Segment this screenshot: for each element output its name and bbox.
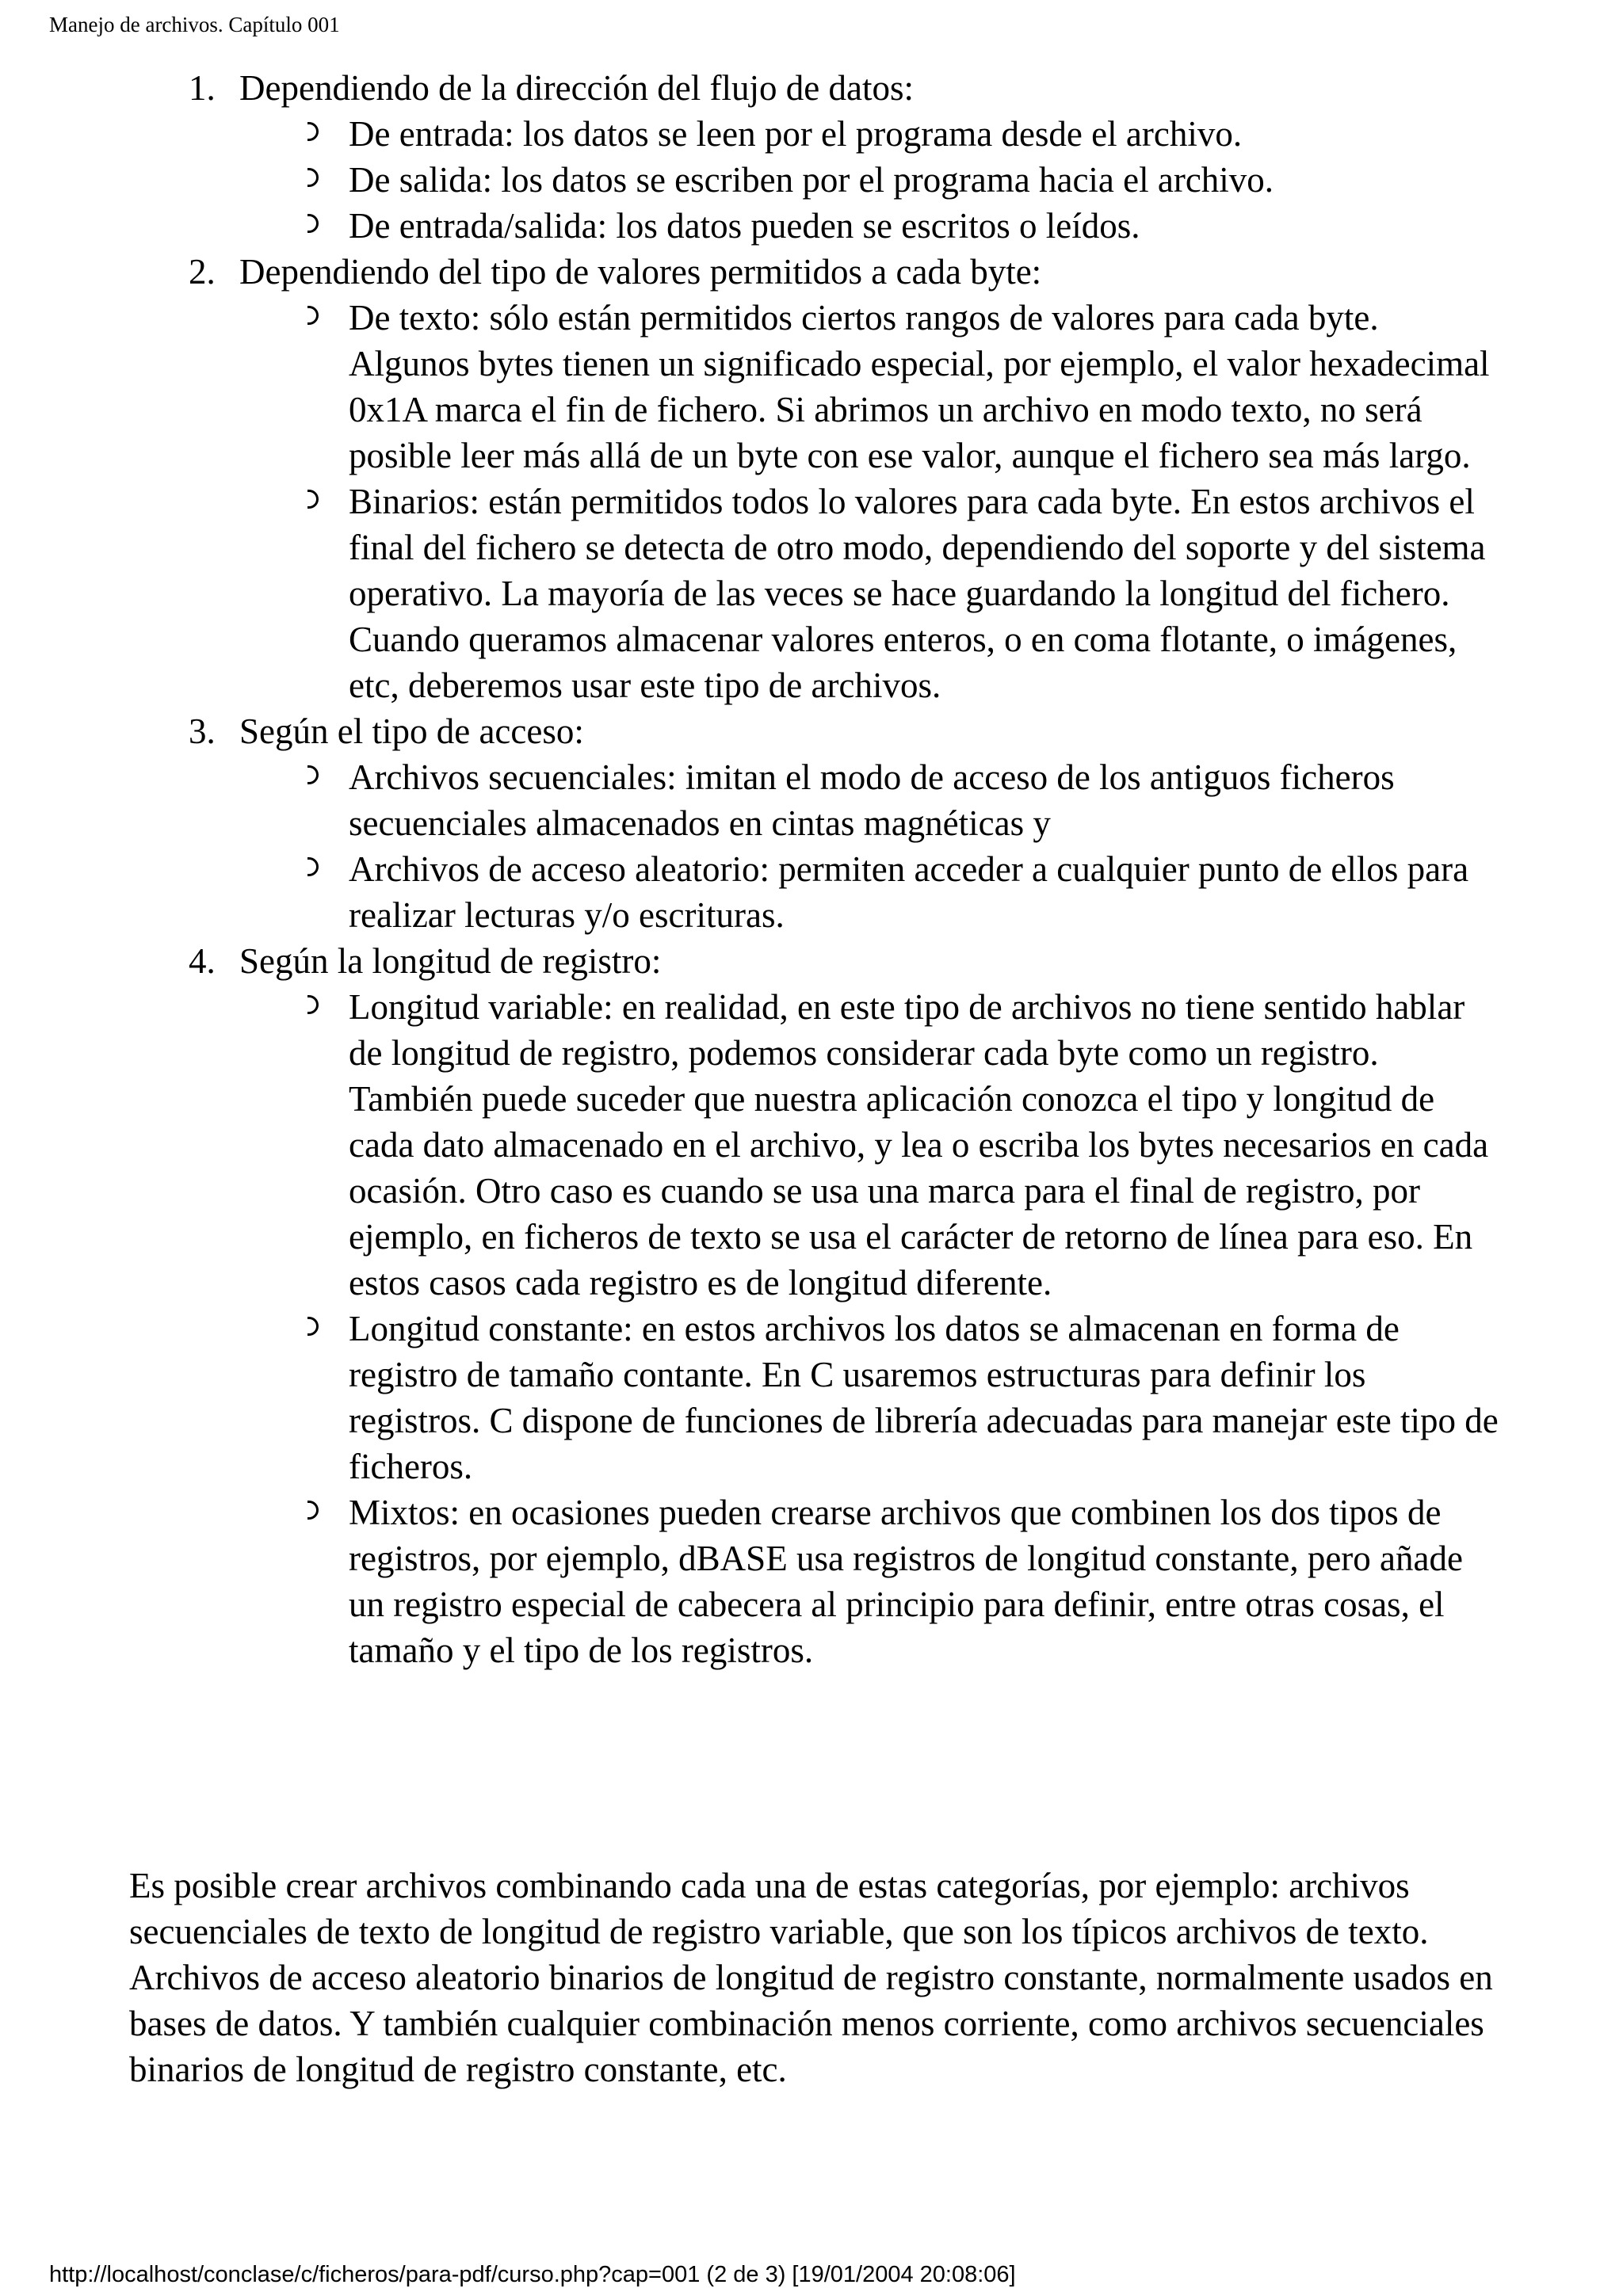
circle-bullet-icon [307,857,319,876]
sub-list-item [349,1306,1506,1489]
document-body [0,65,1623,1673]
sub-list-item-text: De texto: sólo están permitidos ciertos rangos de valores para cada byte. Algunos bytes tienen un significado especial, por ejemplo, el valor hexadecimal 0x1A marca el fin de fichero. Si abrimos un archivo en modo texto, no será posible leer más allá de un byte con ese valor, aunque el fichero sea más largo. [349,298,1490,475]
circle-bullet-icon [307,1317,319,1336]
sub-list-item [349,984,1506,1306]
list-heading: Según el tipo de acceso: [239,711,584,751]
sub-list-item [349,111,1506,157]
classification-list [0,65,1623,1673]
list-number: 4. [189,941,216,981]
sub-list-item [349,846,1506,938]
sub-list-item-text: Archivos de acceso aleatorio: permiten acceder a cualquier punto de ellos para realizar lecturas y/o escrituras. [349,849,1469,935]
circle-bullet-icon [307,765,319,784]
page-footer-url: http://localhost/conclase/c/ficheros/para-pdf/curso.php?cap=001 (2 de 3) [19/01/2004 20:08:06] [49,2262,1016,2287]
sub-list-item [349,203,1506,249]
page-header: Manejo de archivos. Capítulo 001 [49,13,340,36]
summary-paragraph: Es posible crear archivos combinando cada una de estas categorías, por ejemplo: archivos secuenciales de texto de longitud de registro variable, que son los típicos archivos de texto. Archivos de acceso aleatorio binarios de longitud de registro constante, normalmente usados en bases de datos. Y también cualquier combinación menos corriente, como archivos secuenciales binarios de longitud de registro constante, etc. [129,1866,1493,2089]
circle-bullet-icon [307,490,319,509]
circle-bullet-icon [307,306,319,325]
sub-list-item [349,295,1506,479]
circle-bullet-icon [307,995,319,1014]
circle-bullet-icon [307,214,319,233]
sub-list-item-text: De entrada: los datos se leen por el programa desde el archivo. [349,114,1243,154]
list-item-3 [0,708,1587,938]
sub-list [239,754,1587,938]
circle-bullet-icon [307,122,319,141]
list-item-2 [0,249,1587,708]
circle-bullet-icon [307,1501,319,1520]
sub-list-item-text: Archivos secuenciales: imitan el modo de acceso de los antiguos ficheros secuenciales almacenados en cintas magnéticas y [349,757,1395,843]
sub-list-item-text: Mixtos: en ocasiones pueden crearse archivos que combinen los dos tipos de registros, por ejemplo, dBASE usa registros de longitud constante, pero añade un registro especial de cabecera al principio para definir, entre otras cosas, el tamaño y el tipo de los registros. [349,1493,1463,1670]
list-heading: Dependiendo de la dirección del flujo de datos: [239,68,914,108]
list-heading: Según la longitud de registro: [239,941,662,981]
list-number: 3. [189,711,216,751]
sub-list [239,984,1587,1673]
circle-bullet-icon [307,168,319,187]
list-number: 1. [189,68,216,108]
sub-list-item-text: De salida: los datos se escriben por el programa hacia el archivo. [349,160,1274,200]
sub-list-item-text: Longitud variable: en realidad, en este tipo de archivos no tiene sentido hablar de longitud de registro, podemos considerar cada byte como un registro. También puede suceder que nuestra aplicación conozca el tipo y longitud de cada dato almacenado en el archivo, y lea o escriba los bytes necesarios en cada ocasión. Otro caso es cuando se usa una marca para el final de registro, por ejemplo, en ficheros de texto se usa el carácter de retorno de línea para eso. En estos casos cada registro es de longitud diferente. [349,987,1489,1302]
list-item-1 [0,65,1587,249]
sub-list-item-text: Longitud constante: en estos archivos los datos se almacenan en forma de registro de tamaño contante. En C usaremos estructuras para definir los registros. C dispone de funciones de librería adecuadas para manejar este tipo de ficheros. [349,1309,1499,1486]
sub-list-item [349,754,1506,846]
list-item-4 [0,938,1587,1673]
sub-list [239,111,1587,249]
sub-list-item [349,479,1506,708]
sub-list-item-text: De entrada/salida: los datos pueden se escritos o leídos. [349,206,1140,246]
sub-list-item [349,1489,1506,1673]
list-heading: Dependiendo del tipo de valores permitidos a cada byte: [239,252,1042,292]
sub-list-item [349,157,1506,203]
sub-list [239,295,1587,708]
list-number: 2. [189,252,216,292]
sub-list-item-text: Binarios: están permitidos todos lo valores para cada byte. En estos archivos el final del fichero se detecta de otro modo, dependiendo del soporte y del sistema operativo. La mayoría de las veces se hace guardando la longitud del fichero. Cuando queramos almacenar valores enteros, o en coma flotante, o imágenes, etc, deberemos usar este tipo de archivos. [349,482,1486,705]
